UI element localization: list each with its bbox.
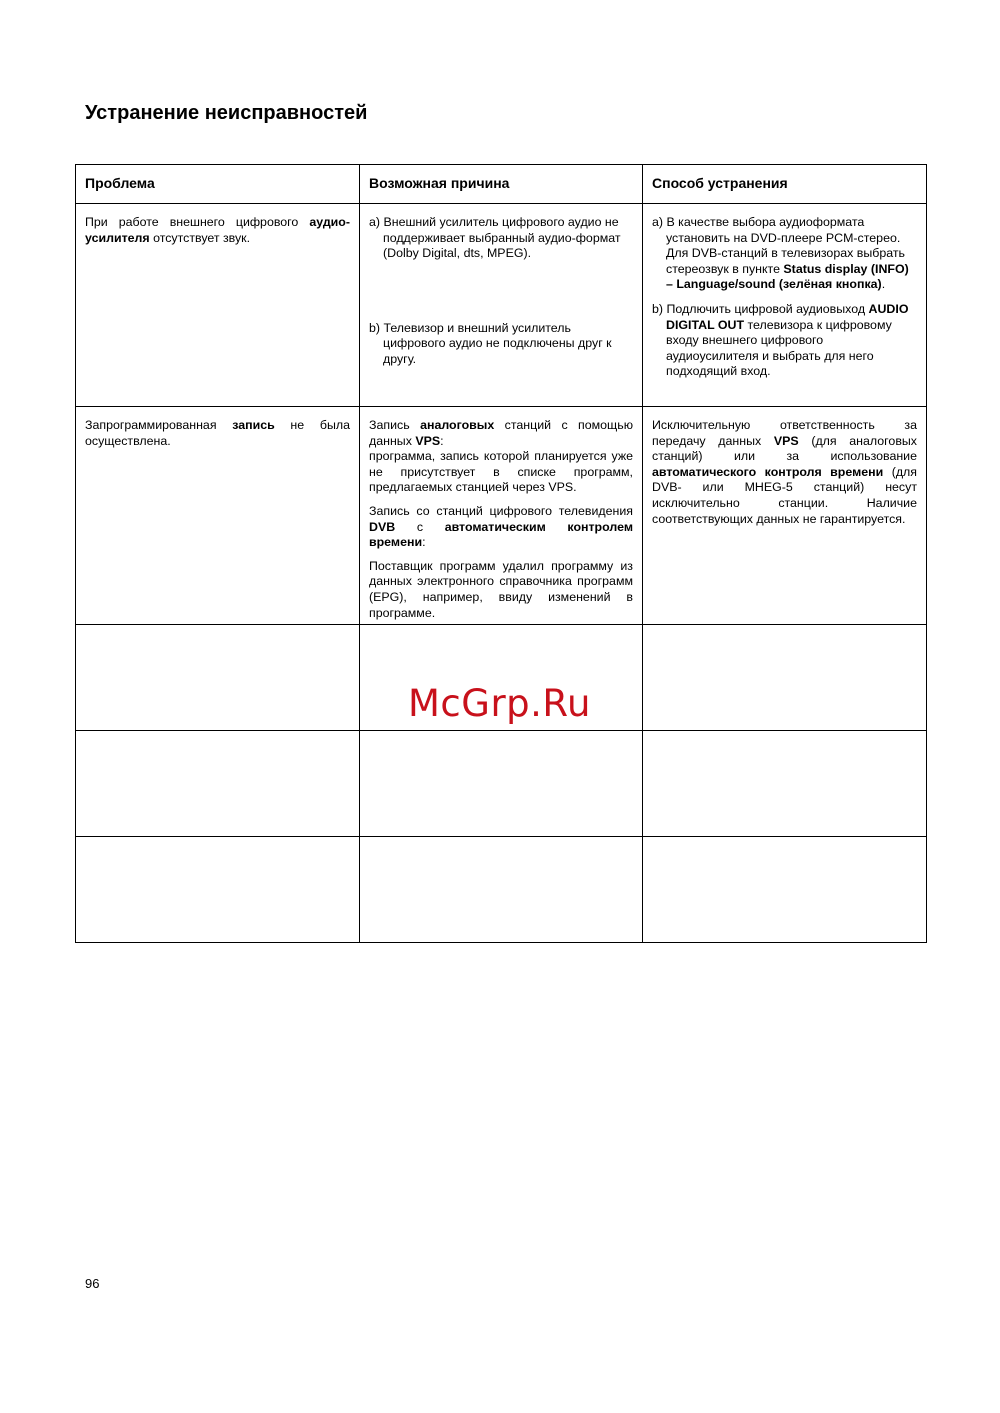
cause-item-a: a) Внешний усилитель цифрового аудио не поддерживает выбранный аудио-формат (Dolby Digital, dts, MPEG). — [369, 215, 621, 261]
table-header-row — [76, 165, 927, 204]
bold-term: VPS — [773, 433, 799, 448]
empty-table-row — [76, 837, 927, 943]
cause-item-b: b) Телевизор и внешний усилитель цифрового аудио не подключены друг к другу. — [369, 320, 612, 366]
table-row — [76, 407, 927, 625]
solution-item-a — [652, 215, 917, 293]
bold-term: аналоговых — [420, 418, 495, 432]
empty-cell — [76, 625, 360, 731]
empty-cell — [76, 837, 360, 943]
cause-paragraph-3: Поставщик программ удалил программу из данных электронного справочника программ (EPG), например, ввиду изменений в программе. — [369, 558, 633, 620]
text-fragment: Запись со станций цифрового телевидения — [369, 503, 633, 518]
page-title: Устранение неисправностей — [85, 102, 368, 124]
text-fragment: телевизора к цифровому входу внешнего цифрового аудиоусилителя и выбрать для него подходящий вход. — [666, 317, 892, 379]
bold-term: Status display (INFO) – Language/sound (зелёная кнопка) — [666, 261, 909, 292]
bold-term: запись — [232, 418, 275, 432]
header-cause: Возможная причина — [360, 165, 643, 204]
header-problem: Проблема — [76, 165, 360, 204]
bold-term: автоматического контроля времени — [652, 464, 884, 479]
problem-text — [85, 215, 350, 246]
bold-term: VPS — [415, 433, 441, 448]
text-fragment: не была осуществлена. — [85, 418, 350, 448]
problem-cell — [76, 407, 360, 625]
cause-paragraph-2 — [369, 504, 633, 551]
text-fragment: Запрограммированная — [85, 418, 233, 432]
bold-term: AUDIO DIGITAL OUT — [666, 301, 909, 332]
text-fragment: с — [395, 519, 445, 534]
problem-cell — [76, 204, 360, 407]
text-fragment: a) В качестве выбора аудиоформата установить на DVD-плеере PCM-стерео. Для DVB-станций в телевизорах выбрать стереозвук в пункте — [652, 215, 905, 276]
text-fragment: Исключительную ответственность за передачу данных — [652, 418, 917, 448]
text-fragment: станций с помощью данных — [369, 418, 633, 448]
solution-cell — [643, 204, 927, 407]
problem-text — [85, 418, 350, 449]
empty-cell — [76, 731, 360, 837]
text-fragment: программа, запись которой планируется уже не присутствует в списке программ, предлагаемых станцией через VPS. — [369, 449, 633, 495]
text-fragment: : — [422, 535, 426, 550]
watermark: McGrp.Ru — [408, 682, 591, 725]
empty-cell — [643, 837, 927, 943]
solution-item-b — [652, 302, 917, 380]
empty-cell — [360, 731, 643, 837]
text-fragment: b) Подлючить цифровой аудиовыход — [652, 301, 869, 316]
cause-paragraph-1 — [369, 418, 633, 496]
solution-cell — [643, 407, 927, 625]
empty-cell — [643, 625, 927, 731]
empty-cell — [643, 731, 927, 837]
solution-text — [652, 418, 917, 527]
cause-cell — [360, 407, 643, 625]
bold-term: автоматическим контролем времени — [369, 519, 633, 550]
empty-table-row — [76, 731, 927, 837]
text-fragment: (для аналоговых станций) или за использование — [652, 433, 917, 464]
text-fragment: Запись — [369, 418, 421, 432]
cause-cell — [360, 204, 643, 407]
header-solution: Способ устранения — [643, 165, 927, 204]
text-fragment: отсутствует звук. — [149, 230, 251, 245]
bold-term: DVB — [369, 519, 396, 534]
text-fragment: . — [881, 277, 886, 292]
bold-term: аудио-усилителя — [85, 215, 350, 245]
text-fragment: (для DVB- или MHEG-5 станций) несут исключительно станции. Наличие соответствующих данных не гарантируется. — [652, 464, 917, 526]
table-row — [76, 204, 927, 407]
text-fragment: : — [440, 433, 444, 448]
text-fragment: При работе внешнего цифрового — [85, 215, 310, 229]
empty-cell — [360, 837, 643, 943]
troubleshooting-table — [75, 164, 927, 943]
page-number: 96 — [85, 1276, 100, 1291]
